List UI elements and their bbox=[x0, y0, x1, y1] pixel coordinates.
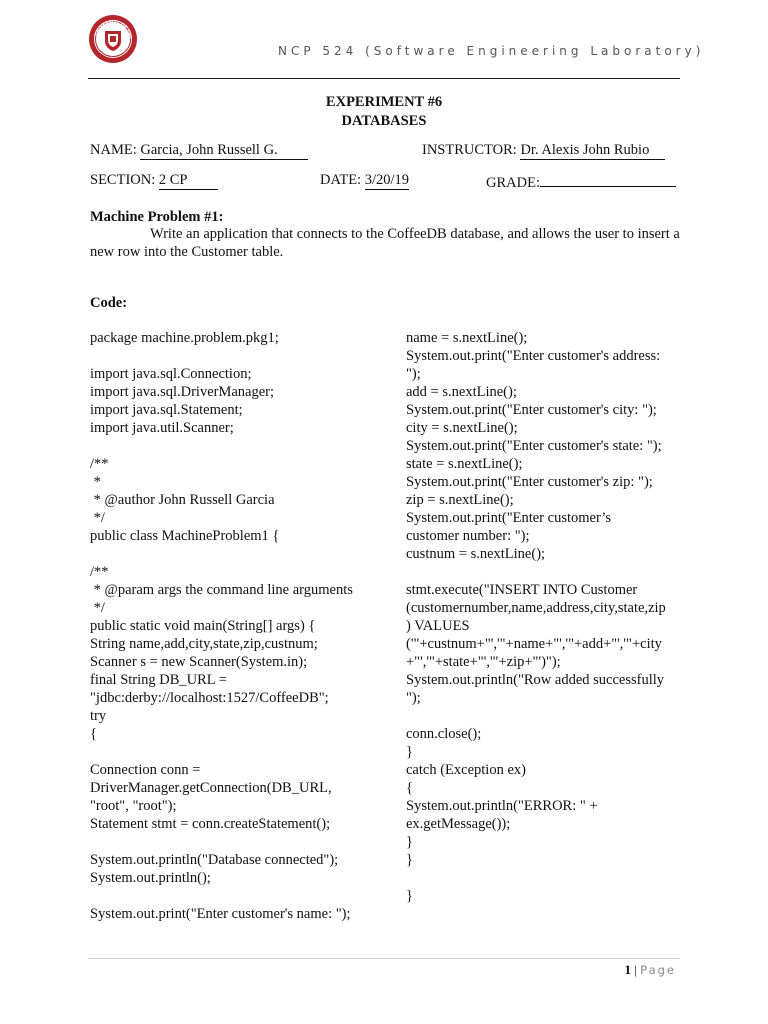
seal-text: UNIVERSITY OF THE bbox=[93, 18, 134, 40]
code-heading: Code: bbox=[90, 295, 128, 311]
header-divider bbox=[88, 78, 680, 79]
section-label: SECTION: bbox=[90, 172, 156, 188]
name-value: Garcia, John Russell G. bbox=[140, 142, 278, 158]
page-separator: | bbox=[634, 962, 637, 977]
instructor-value-line bbox=[520, 142, 665, 160]
name-value-line bbox=[140, 142, 307, 160]
experiment-number: EXPERIMENT #6 bbox=[325, 94, 443, 110]
problem-description: Write an application that connects to the CoffeeDB database, and allows the user to insert a new row into the Customer table. bbox=[90, 226, 680, 260]
code-right-column: name = s.nextLine(); System.out.print("Enter customer's address: "); add = s.nextLine(); System.out.print("Enter customer's city: "); city = s.nextLine(); System.out.print("Enter customer's state: "); state = s.nextLine(); System.out.print("Enter customer's zip: "); zip = s.nextLine(); System.out.print("Enter customer’s customer number: "); custnum = s.nextLine(); stmt.execute("INSERT INTO Customer (customernumber,name,address,city,state,zip ) VALUES ('"+custnum+"','"+name+"','"+add+"','"+city +"','"+state+"','"+zip+"')"); System.out.println("Row added successfully "); conn.close(); } catch (Exception ex) { System.out.println("ERROR: " + ex.getMessage()); } } } bbox=[406, 330, 666, 904]
instructor-field bbox=[422, 142, 665, 160]
problem-heading: Machine Problem #1: bbox=[90, 209, 224, 225]
grade-label: GRADE: bbox=[486, 175, 540, 191]
date-value-line bbox=[365, 172, 409, 190]
name-field bbox=[90, 142, 308, 160]
section-value: 2 CP bbox=[158, 172, 188, 188]
instructor-label: INSTRUCTOR: bbox=[422, 142, 517, 158]
page-label: Page bbox=[640, 963, 676, 977]
date-value: 3/20/19 bbox=[364, 172, 410, 188]
experiment-title: DATABASES bbox=[341, 113, 427, 129]
section-field bbox=[90, 172, 218, 190]
code-left-column: package machine.problem.pkg1; import java.sql.Connection; import java.sql.DriverManager; import java.sql.Statement; import java.util.Scanner; /** * * @author John Russell Garcia */ public class MachineProblem1 { /** * @param args the command line arguments */ public static void main(String[] args) { String name,add,city,state,zip,custnum; Scanner s = new Scanner(System.in); final String DB_URL = "jdbc:derby://localhost:1527/CoffeeDB"; try { Connection conn = DriverManager.getConnection(DB_URL, "root", "root"); Statement stmt = conn.createStatement(); System.out.println("Database connected"); System.out.println(); System.out.print("Enter customer's name: "); bbox=[90, 330, 353, 922]
name-label: NAME: bbox=[90, 142, 137, 158]
section-value-line bbox=[159, 172, 218, 190]
date-label: DATE: bbox=[320, 172, 362, 188]
course-title: NCP 524 (Software Engineering Laboratory) bbox=[278, 44, 705, 58]
grade-blank bbox=[540, 172, 676, 187]
instructor-value: Dr. Alexis John Rubio bbox=[520, 142, 650, 158]
university-seal-logo bbox=[88, 14, 138, 64]
page-footer bbox=[625, 962, 676, 978]
date-field bbox=[320, 172, 409, 190]
page-number: 1 bbox=[624, 962, 632, 977]
grade-field bbox=[486, 172, 676, 192]
footer-divider bbox=[88, 958, 680, 959]
